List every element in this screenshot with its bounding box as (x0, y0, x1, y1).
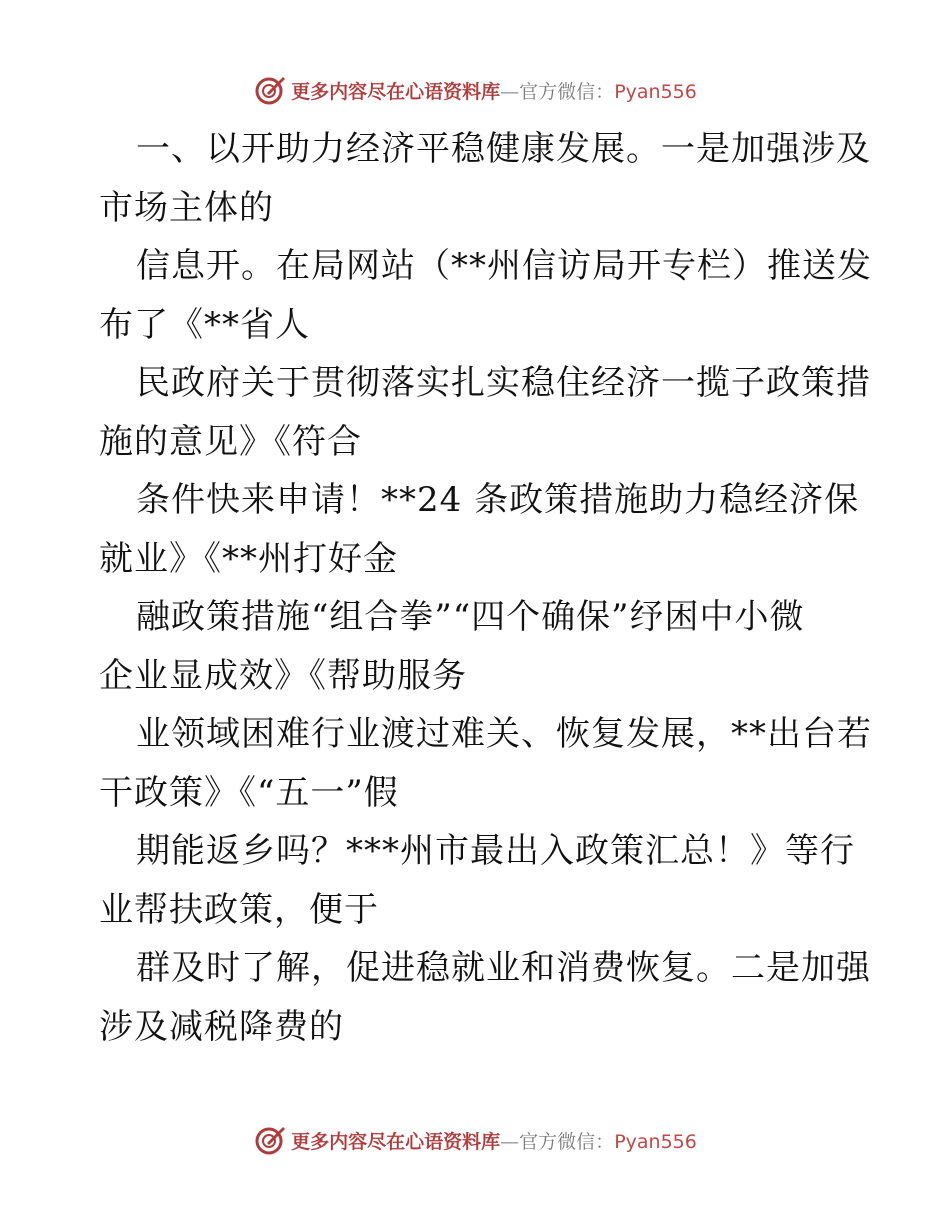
watermark-dash: — (500, 1130, 520, 1153)
document-line: 业帮扶政策，便于 (99, 889, 379, 930)
document-line: 干政策》《“五一”假 (99, 772, 399, 813)
watermark-dash: — (500, 80, 520, 103)
watermark-footer (0, 1120, 950, 1160)
pen-logo-icon (253, 73, 287, 107)
document-line: 期能返乡吗？***州市最出入政策汇总！》等行 (136, 831, 855, 871)
document-line: 民政府关于贯彻落实扎实稳住经济一揽子政策措 (136, 363, 871, 403)
document-line: 业领域困难行业渡过难关、恢复发展，**出台若 (136, 714, 872, 754)
watermark-text (291, 1127, 697, 1154)
watermark-label: 官方微信： (519, 80, 615, 103)
document-line: 就业》《**州打好金 (99, 538, 398, 579)
document-line: 融政策措施“组合拳”“四个确保”纾困中小微 (136, 597, 805, 637)
document-line: 涉及减税降费的 (99, 1006, 344, 1047)
document-body (99, 120, 872, 1056)
watermark-brand: 更多内容尽在心语资料库 (291, 1130, 501, 1153)
watermark-brand: 更多内容尽在心语资料库 (291, 80, 501, 103)
pen-logo-icon (253, 1123, 287, 1157)
watermark-header (0, 70, 950, 110)
watermark-account: Pyan556 (614, 80, 697, 103)
document-line: 群及时了解，促进稳就业和消费恢复。二是加强 (136, 948, 871, 988)
watermark-label: 官方微信： (519, 1130, 615, 1153)
watermark-account: Pyan556 (614, 1130, 697, 1153)
document-line: 一、以开助力经济平稳健康发展。一是加强涉及 (136, 129, 871, 169)
document-line: 条件快来申请！**24 条政策措施助力稳经济保 (136, 480, 860, 520)
watermark-text (291, 77, 697, 104)
document-line: 企业显成效》《帮助服务 (99, 655, 467, 696)
document-line: 信息开。在局网站（**州信访局开专栏）推送发 (136, 246, 872, 286)
document-line: 施的意见》《符合 (99, 421, 362, 462)
document-line: 布了《**省人 (99, 304, 310, 345)
document-line: 市场主体的 (99, 187, 274, 228)
